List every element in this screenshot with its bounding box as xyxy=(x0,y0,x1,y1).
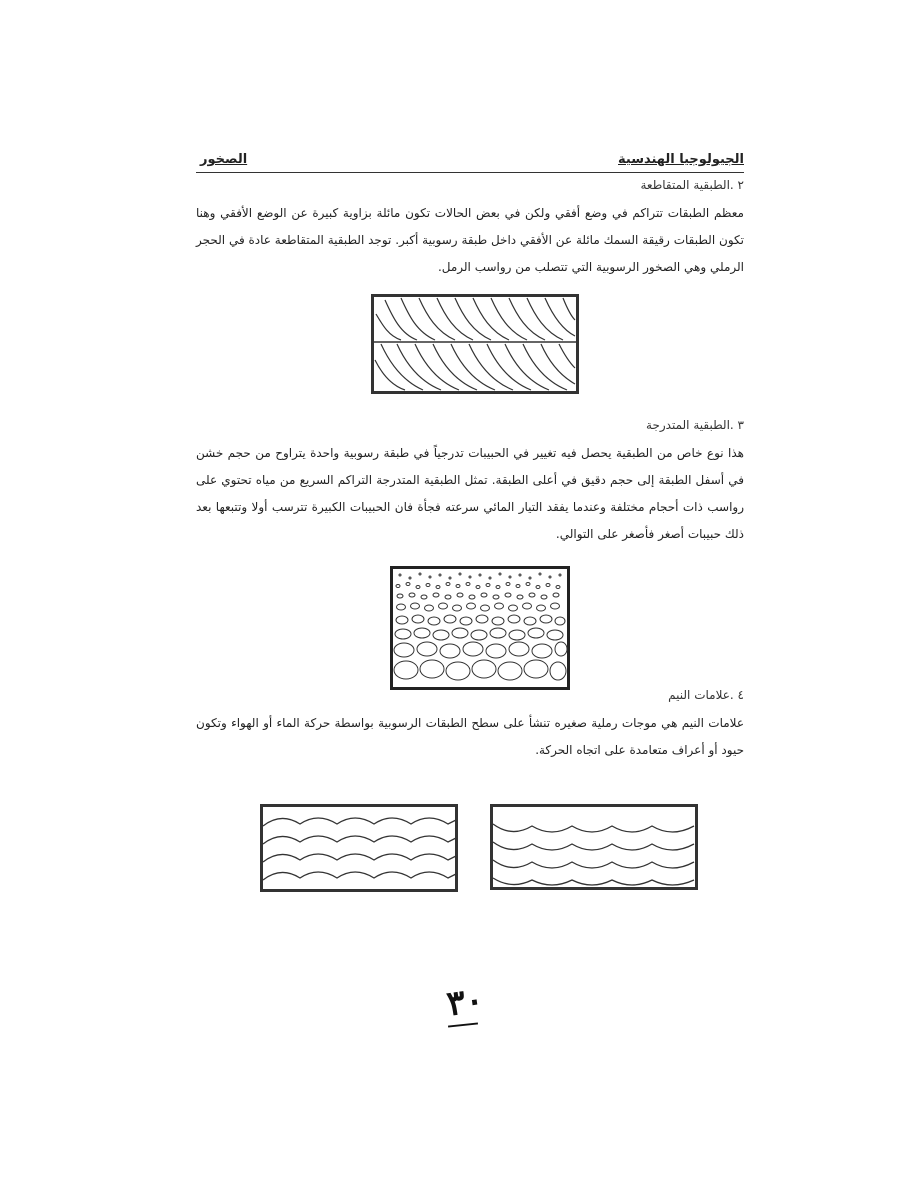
cross-bedding-figure xyxy=(371,294,579,394)
book-title: الجيولوجيا الهندسية xyxy=(618,152,744,167)
chapter-title: الصخور xyxy=(200,152,248,167)
ripple-marks-figure-left xyxy=(260,804,458,892)
section-paragraph-cross-bedding: معظم الطبقات تتراكم في وضع أفقي ولكن في بعض الحالات تكون مائلة بزاوية كبيرة عن الوضع الأفقي وهنا تكون الطبقات رقيقة السمك مائلة عن الأفقي داخل طبقة رسوبية أكبر. توجد الطبقية المتقاطعة عادة في الحجر الرملي وهي الصخور الرسوبية التي تتصلب من رواسب الرمل. xyxy=(196,206,744,274)
section-heading-cross-bedding: ٢ .الطبقية المتقاطعة xyxy=(640,178,744,192)
ripple-marks-figure-right xyxy=(490,804,698,890)
page-header xyxy=(196,150,744,173)
page-number: ٣٠ xyxy=(444,979,487,1025)
section-heading-ripple-marks: ٤ .علامات النيم xyxy=(668,688,744,702)
graded-bedding-figure xyxy=(390,566,570,690)
section-paragraph-ripple-marks: علامات النيم هي موجات رملية صغيره تنشأ على سطح الطبقات الرسوبية بواسطة حركة الماء أو الهواء وتكون حيود أو أعراف متعامدة على اتجاه الحركة. xyxy=(196,716,744,757)
section-heading-graded-bedding: ٣ .الطبقية المتدرجة xyxy=(646,418,744,432)
section-paragraph-graded-bedding: هذا نوع خاص من الطبقية يحصل فيه تغيير في الحبيبات تدرجياً في طبقة رسوبية واحدة يتراوح من حجم خشن في أسفل الطبقة إلى حجم دقيق في أعلى الطبقة. تمثل الطبقية المتدرجة التراكم السريع من مياه تحتوي على رواسب ذات أحجام مختلفة وعندما يفقد التيار المائي سرعته فجأة فان الحبيبات الكبيرة تترسب أولا وتتبعها بعد ذلك حبيبات أصغر فأصغر على التوالي. xyxy=(196,446,744,541)
